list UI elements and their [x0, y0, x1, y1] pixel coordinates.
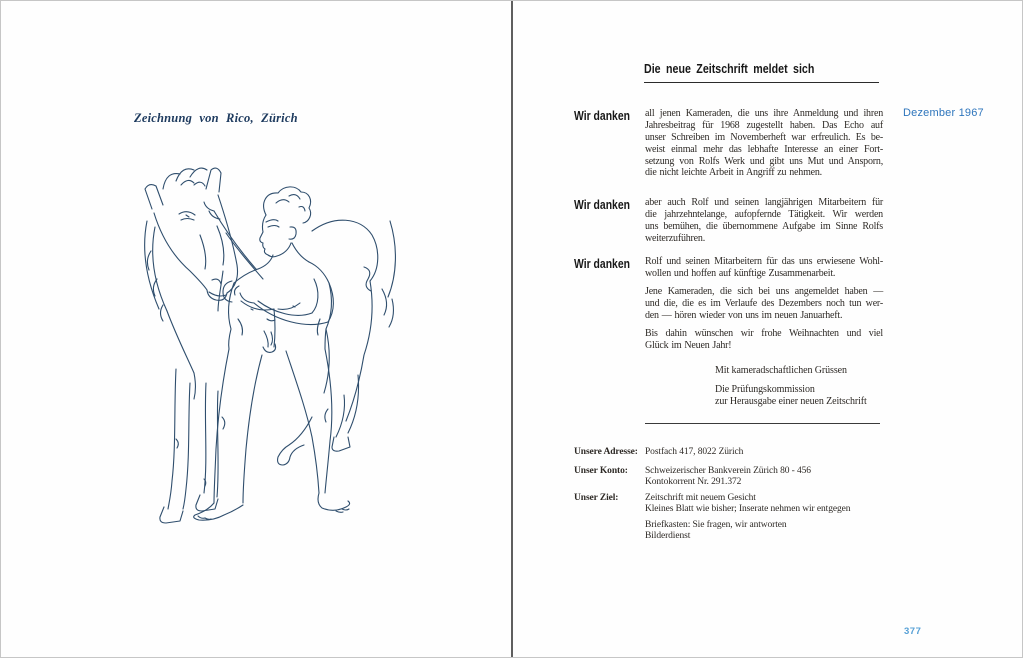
paragraph-line: wollen und hoffen auf künftige Zusammenarbeit.: [645, 267, 836, 279]
paragraph: [645, 108, 883, 179]
wir-danken-label-text: Wir danken: [574, 256, 630, 271]
footer-rule: [645, 423, 880, 424]
paragraph-line: Rolf und seinen Mitarbeitern für das uns erwiesene Wohl-: [645, 256, 883, 267]
paragraph-line: Jahresbeitrag für 1968 zugestellt haben. Das Echo auf: [645, 119, 883, 131]
signature-line: Mit kameradschaftlichen Grüssen: [715, 365, 847, 376]
wir-danken-label: [574, 256, 644, 271]
paragraph-line: Bis dahin wünschen wir frohe Weihnachten und viel: [645, 328, 883, 339]
right-page: [512, 1, 1023, 658]
footer-row-value: [645, 493, 850, 516]
footer-value-line: Kontokorrent Nr. 291.372: [645, 477, 742, 488]
paragraph: [645, 286, 883, 322]
paragraph-line: Jene Kameraden, die sich bei uns angemeldet haben —: [645, 286, 883, 297]
wir-danken-label-text: Wir danken: [574, 197, 630, 212]
signature-line: Die Prüfungskommission: [715, 384, 815, 395]
horse-and-man-drawing: [106, 159, 411, 539]
paragraph-line: aber auch Rolf und seinen langjährigen Mitarbeitern für: [645, 197, 883, 208]
paragraph-line: die jahrzehntelange, aufopfernde Tätigkeit. Wir werden: [645, 208, 883, 220]
footer-row-value: [645, 447, 743, 458]
footer-value-line: Zeitschrift mit neuem Gesicht: [645, 493, 756, 503]
footer-row-label: Unser Ziel:: [574, 493, 619, 503]
issue-date: Dezember 1967: [903, 107, 984, 119]
article-title: [644, 61, 852, 76]
signature-block: [715, 365, 867, 408]
paragraph-line: setzung von Rolfs Werk und gibt uns Mut und Ansporn,: [645, 155, 883, 167]
footer-row-value: [645, 466, 811, 489]
paragraph: [645, 197, 883, 245]
title-rule: [644, 82, 879, 83]
footer-value-line: Postfach 417, 8022 Zürich: [645, 447, 744, 457]
wir-danken-label: [574, 108, 644, 123]
signature-line: zur Herausgabe einer neuen Zeitschrift: [715, 396, 867, 407]
paragraph: [645, 256, 883, 280]
paragraph-line: weist einmal mehr das lebhafte Interesse an einer Fort-: [645, 143, 883, 155]
article-title-text: Die neue Zeitschrift meldet sich: [644, 61, 815, 76]
wir-danken-label: [574, 197, 644, 212]
paragraph: [645, 328, 883, 352]
footer-value-line: Schweizerischer Bankverein Zürich 80 - 456: [645, 466, 811, 476]
footer-row-label: Unsere Adresse:: [574, 447, 638, 457]
paragraph-line: uns bemühen, die übernommene Aufgabe im Sinne Rolfs: [645, 220, 883, 232]
paragraph-line: und die, die es im Verlaufe des Dezembers noch tun wer-: [645, 297, 883, 309]
paragraph-line: die nicht leichte Arbeit in Angriff zu nehmen.: [645, 167, 822, 179]
left-page: [1, 1, 511, 658]
wir-danken-label-text: Wir danken: [574, 108, 630, 123]
footer-row-value: [645, 520, 787, 543]
paragraph-line: all jenen Kameraden, die uns ihre Anmeldung und ihren: [645, 108, 883, 119]
paragraph-line: den — hören wieder von uns im neuen Januarheft.: [645, 309, 843, 321]
footer-value-line: Kleines Blatt wie bisher; Inserate nehmen wir entgegen: [645, 504, 851, 515]
drawing-caption: Zeichnung von Rico, Zürich: [134, 111, 298, 125]
paragraph-line: unser Schreiben im Novemberheft war erfreulich. Es be-: [645, 131, 883, 143]
footer-value-line: Briefkasten: Sie fragen, wir antworten: [645, 520, 787, 530]
footer-value-line: Bilderdienst: [645, 531, 691, 542]
footer-row-label: Unser Konto:: [574, 466, 628, 476]
paragraph-line: Glück im Neuen Jahr!: [645, 339, 732, 351]
paragraph-line: weiterzuführen.: [645, 232, 706, 244]
page-number: 377: [904, 626, 922, 637]
